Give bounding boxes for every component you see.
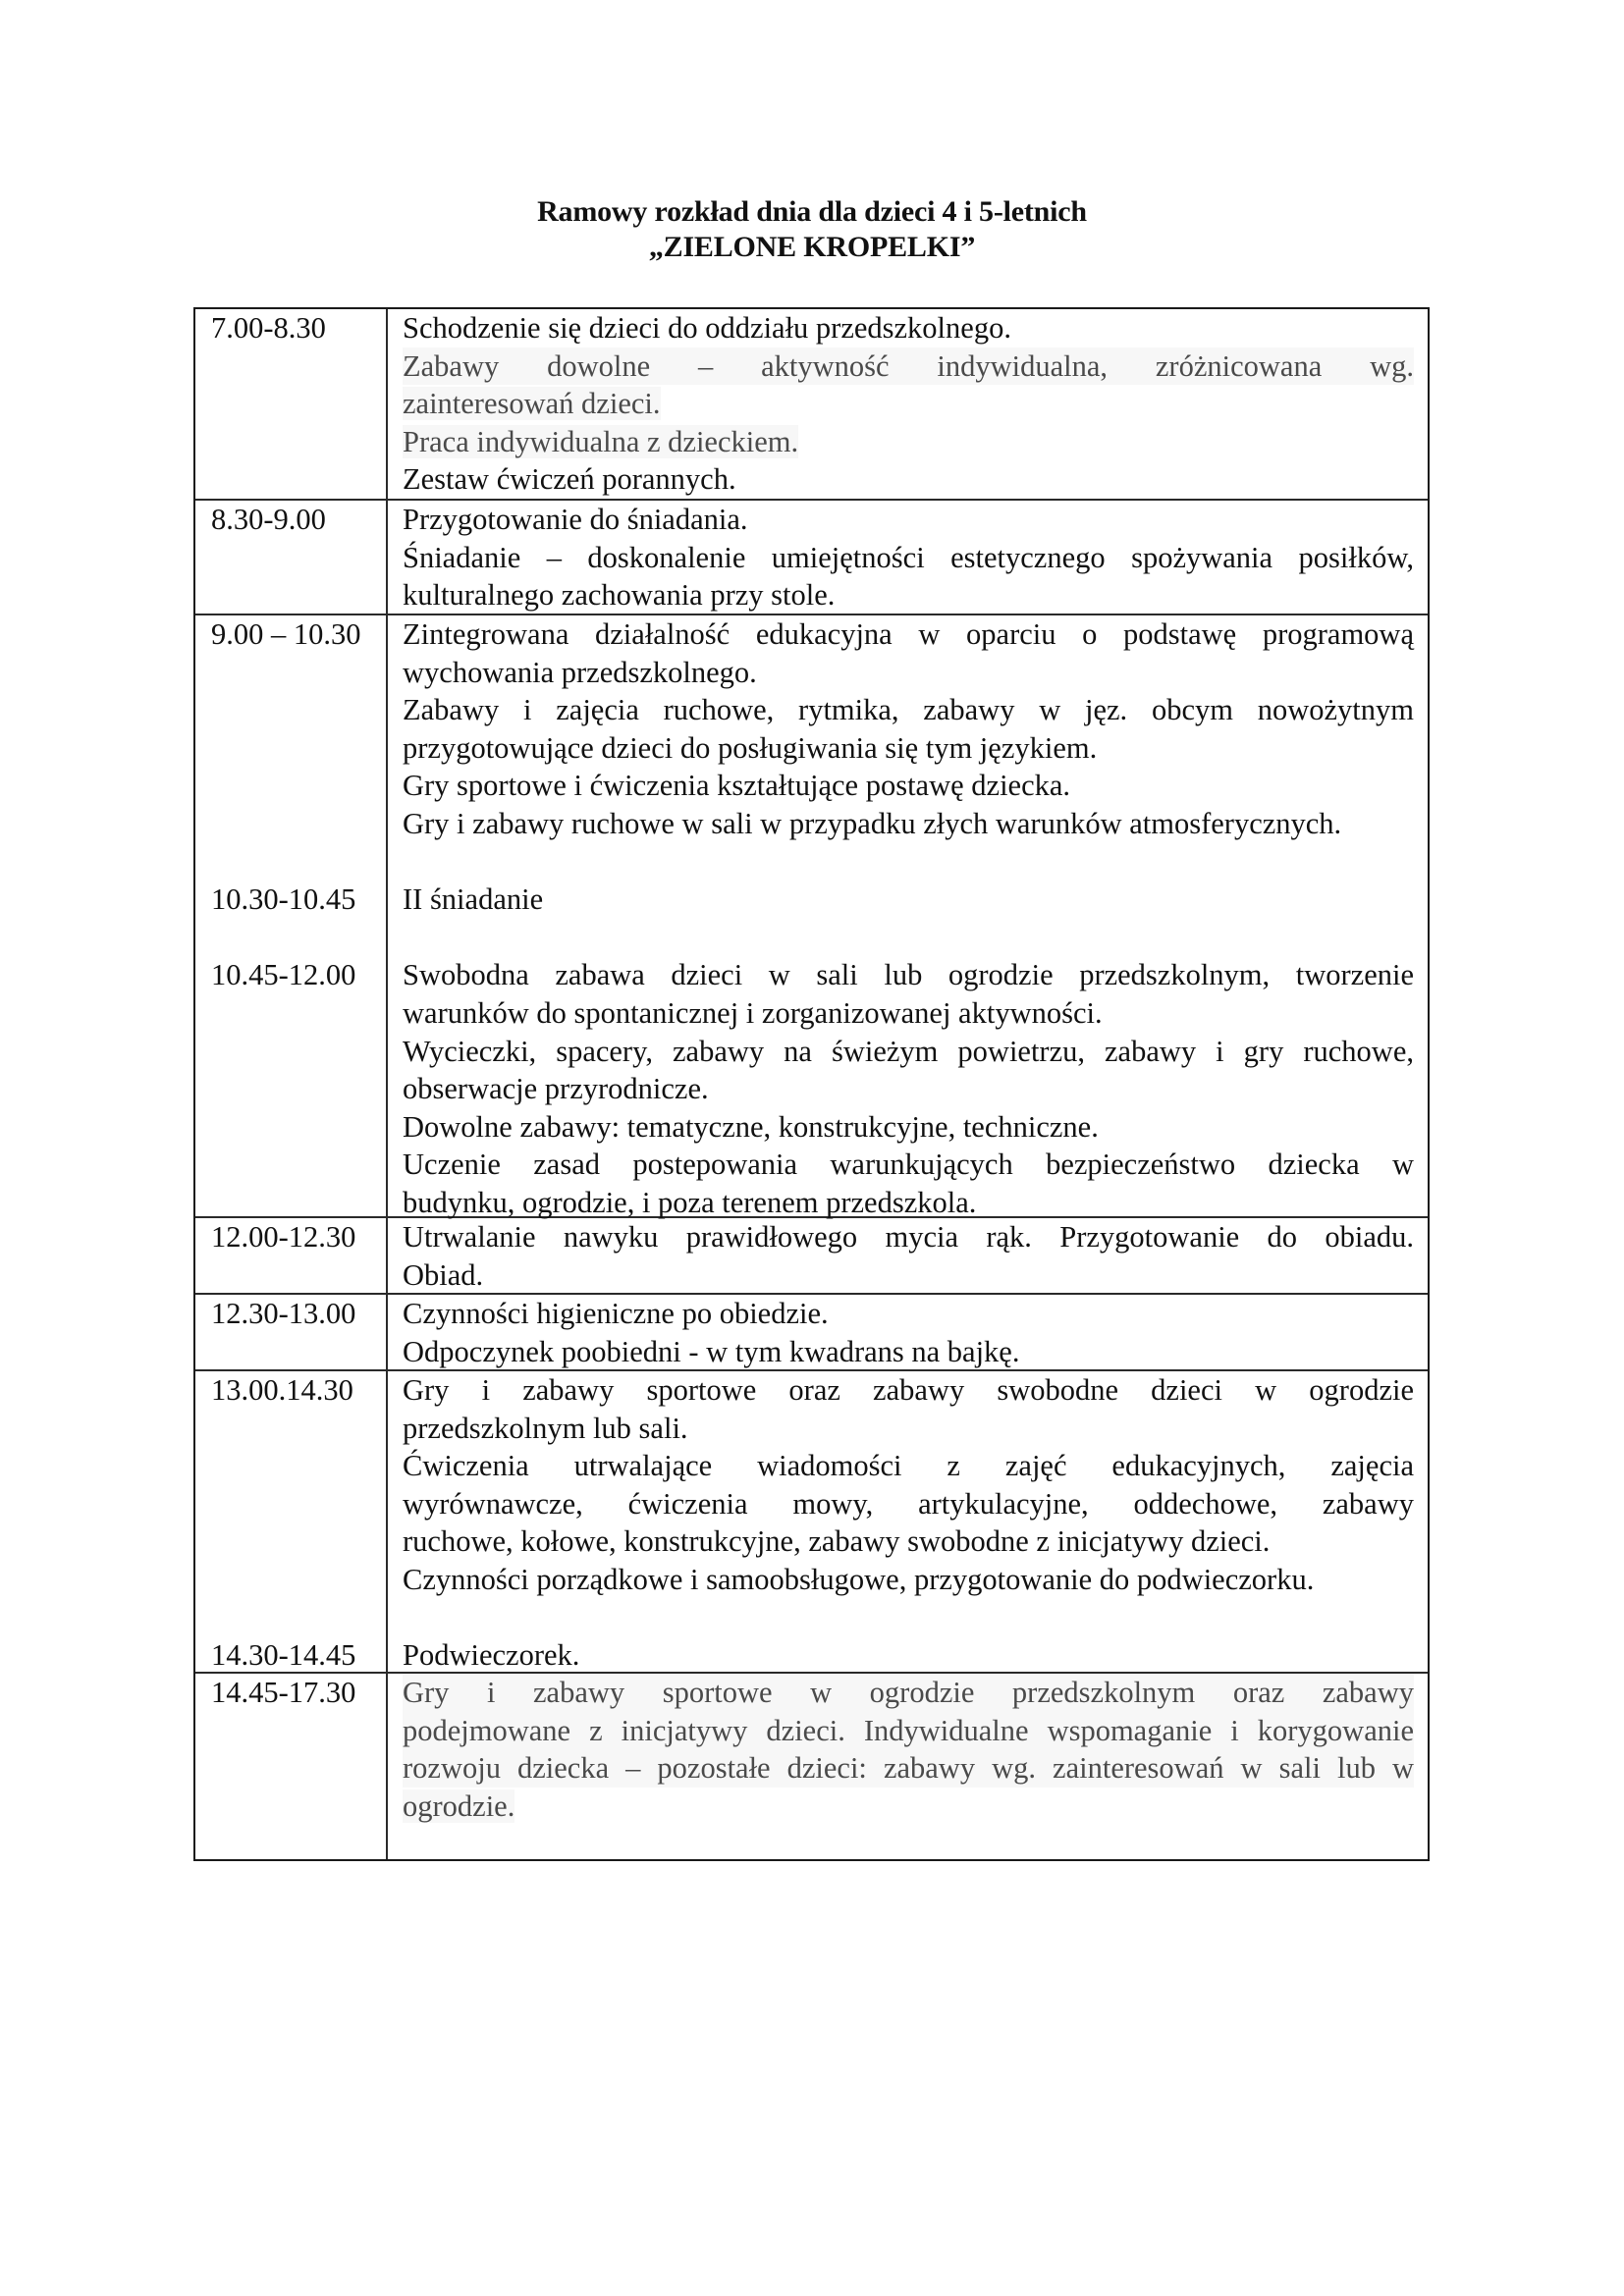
activity-cell: [388, 501, 1428, 614]
time-spacer: [211, 1599, 386, 1637]
activity-line: Czynności higieniczne po obiedzie.: [403, 1297, 829, 1330]
time-spacer: [211, 539, 386, 577]
title-line-1: Ramowy rozkład dnia dla dzieci 4 i 5-letnich: [537, 195, 1087, 228]
time-spacer: [211, 1070, 386, 1108]
activity-line: Utrwalanie nawyku prawidłowego mycia rąk. Przygotowanie do obiadu.: [403, 1220, 1414, 1254]
activity-line: Podwieczorek.: [403, 1638, 580, 1673]
time-spacer: [211, 423, 386, 461]
activity-spacer: [403, 843, 1414, 881]
activity-line: Uczenie zasad postepowania warunkujących bezpieczeństwo dziecka w: [403, 1148, 1414, 1182]
activity-line: przedszkolnym lub sali.: [403, 1411, 688, 1445]
time-spacer: [211, 1184, 386, 1222]
time-cell: [195, 501, 388, 614]
activity-line: obserwacje przyrodnicze.: [403, 1072, 709, 1106]
time-spacer: [211, 1256, 386, 1295]
activity-line: wyrównawcze, ćwiczenia mowy, artykulacyjne, oddechowe, zabawy: [403, 1486, 1414, 1521]
time-spacer: [211, 805, 386, 843]
activity-line: Zestaw ćwiczeń porannych.: [403, 462, 736, 497]
schedule-row: [195, 499, 1428, 614]
time-spacer: [211, 1333, 386, 1371]
activity-spacer: [403, 919, 1414, 957]
activity-line: wychowania przedszkolnego.: [403, 655, 757, 689]
time-spacer: [211, 1788, 386, 1826]
activity-line: [403, 385, 1414, 423]
time-spacer: [211, 1146, 386, 1184]
activity-cell: [388, 1218, 1428, 1293]
activity-line: Obiad.: [403, 1257, 484, 1292]
activity-cell: [388, 1295, 1428, 1369]
activity-line: Zabawy dowolne – aktywność indywidualna, zróżnicowana wg.: [403, 347, 1414, 386]
time-spacer: [211, 1561, 386, 1599]
time-range: 12.00-12.30: [211, 1220, 356, 1254]
activity-cell: [388, 615, 1428, 1219]
time-spacer: [211, 347, 386, 386]
time-range: 7.00-8.30: [211, 311, 326, 345]
time-spacer: [211, 919, 386, 957]
time-spacer: [211, 767, 386, 805]
time-spacer: [211, 994, 386, 1033]
time-spacer: [211, 385, 386, 423]
activity-cell: [388, 1674, 1428, 1859]
activity-line: Odpoczynek poobiedni - w tym kwadrans na bajkę.: [403, 1334, 1020, 1368]
activity-spacer: [403, 1599, 1414, 1637]
activity-line: Dowolne zabawy: tematyczne, konstrukcyjne, techniczne.: [403, 1109, 1099, 1144]
activity-cell: [388, 1371, 1428, 1672]
time-spacer: [211, 1522, 386, 1561]
time-spacer: [211, 1712, 386, 1750]
time-cell: [195, 1371, 388, 1672]
title-line-2: „ZIELONE KROPELKI”: [648, 231, 976, 263]
time-spacer: [211, 1033, 386, 1071]
activity-line: przygotowujące dzieci do posługiwania się tym językiem.: [403, 730, 1098, 765]
time-range: 10.45-12.00: [211, 958, 356, 992]
time-range: 8.30-9.00: [211, 503, 326, 536]
time-cell: [195, 1674, 388, 1859]
time-range: 12.30-13.00: [211, 1297, 356, 1330]
activity-line: Śniadanie – doskonalenie umiejętności estetycznego spożywania posiłków,: [403, 540, 1414, 574]
time-spacer: [211, 1485, 386, 1523]
daily-schedule-table: [193, 307, 1430, 1861]
schedule-row: [195, 1293, 1428, 1369]
time-cell: [195, 615, 388, 1216]
activity-text: zainteresowań dzieci.: [403, 387, 661, 421]
activity-line: Wycieczki, spacery, zabawy na świeżym powietrzu, zabawy i gry ruchowe,: [403, 1034, 1414, 1068]
activity-line: Zintegrowana działalność edukacyjna w oparciu o podstawę programową: [403, 617, 1414, 651]
activity-line: II śniadanie: [403, 882, 544, 917]
activity-line: Zabawy i zajęcia ruchowe, rytmika, zabawy w jęz. obcym nowożytnym: [403, 693, 1414, 727]
activity-line: rozwoju dziecka – pozostałe dzieci: zabawy wg. zainteresowań w sali lub w: [403, 1749, 1414, 1788]
time-range: 10.30-10.45: [211, 882, 356, 917]
activity-line: Schodzenie się dzieci do oddziału przedszkolnego.: [403, 311, 1011, 345]
activity-line: Gry i zabawy ruchowe w sali w przypadku złych warunków atmosferycznych.: [403, 806, 1342, 840]
activity-line: Czynności porządkowe i samoobsługowe, przygotowanie do podwieczorku.: [403, 1562, 1315, 1596]
activity-line: Przygotowanie do śniadania.: [403, 503, 748, 536]
time-spacer: [211, 1108, 386, 1147]
time-spacer: [211, 460, 386, 499]
time-spacer: [211, 1410, 386, 1448]
activity-line: budynku, ogrodzie, i poza terenem przedszkola.: [403, 1185, 977, 1219]
schedule-row: [195, 1369, 1428, 1672]
time-spacer: [211, 843, 386, 881]
document-title: [0, 194, 1624, 265]
activity-cell: [388, 309, 1428, 499]
activity-text: Praca indywidualna z dzieckiem.: [403, 424, 799, 458]
activity-line: podejmowane z inicjatywy dzieci. Indywidualne wspomaganie i korygowanie: [403, 1712, 1414, 1750]
time-range: 13.00.14.30: [211, 1373, 353, 1407]
activity-line: kulturalnego zachowania przy stole.: [403, 578, 836, 613]
schedule-row: [195, 1672, 1428, 1859]
activity-line: Swobodna zabawa dzieci w sali lub ogrodzie przedszkolnym, tworzenie: [403, 958, 1414, 992]
time-range: 14.30-14.45: [211, 1638, 356, 1673]
time-spacer: [211, 654, 386, 692]
time-spacer: [211, 691, 386, 729]
schedule-row: [195, 1216, 1428, 1293]
activity-line: ruchowe, kołowe, konstrukcyjne, zabawy swobodne z inicjatywy dzieci.: [403, 1524, 1271, 1559]
time-spacer: [211, 1447, 386, 1485]
activity-line: [403, 1788, 1414, 1826]
activity-line: [403, 423, 1414, 461]
time-range: 14.45-17.30: [211, 1676, 356, 1709]
time-range: 9.00 – 10.30: [211, 617, 361, 651]
time-spacer: [211, 576, 386, 614]
time-cell: [195, 1295, 388, 1369]
activity-line: Ćwiczenia utrwalające wiadomości z zajęć edukacyjnych, zajęcia: [403, 1449, 1414, 1483]
schedule-row: [195, 309, 1428, 499]
activity-line: Gry i zabawy sportowe w ogrodzie przedszkolnym oraz zabawy: [403, 1674, 1414, 1712]
activity-line: warunków do spontanicznej i zorganizowanej aktywności.: [403, 995, 1103, 1030]
activity-line: Gry sportowe i ćwiczenia kształtujące postawę dziecka.: [403, 769, 1071, 803]
time-cell: [195, 1218, 388, 1293]
schedule-row: [195, 614, 1428, 1219]
time-cell: [195, 309, 388, 499]
activity-line: Gry i zabawy sportowe oraz zabawy swobodne dzieci w ogrodzie: [403, 1373, 1414, 1407]
time-spacer: [211, 729, 386, 768]
activity-text: ogrodzie.: [403, 1789, 515, 1823]
time-spacer: [211, 1749, 386, 1788]
